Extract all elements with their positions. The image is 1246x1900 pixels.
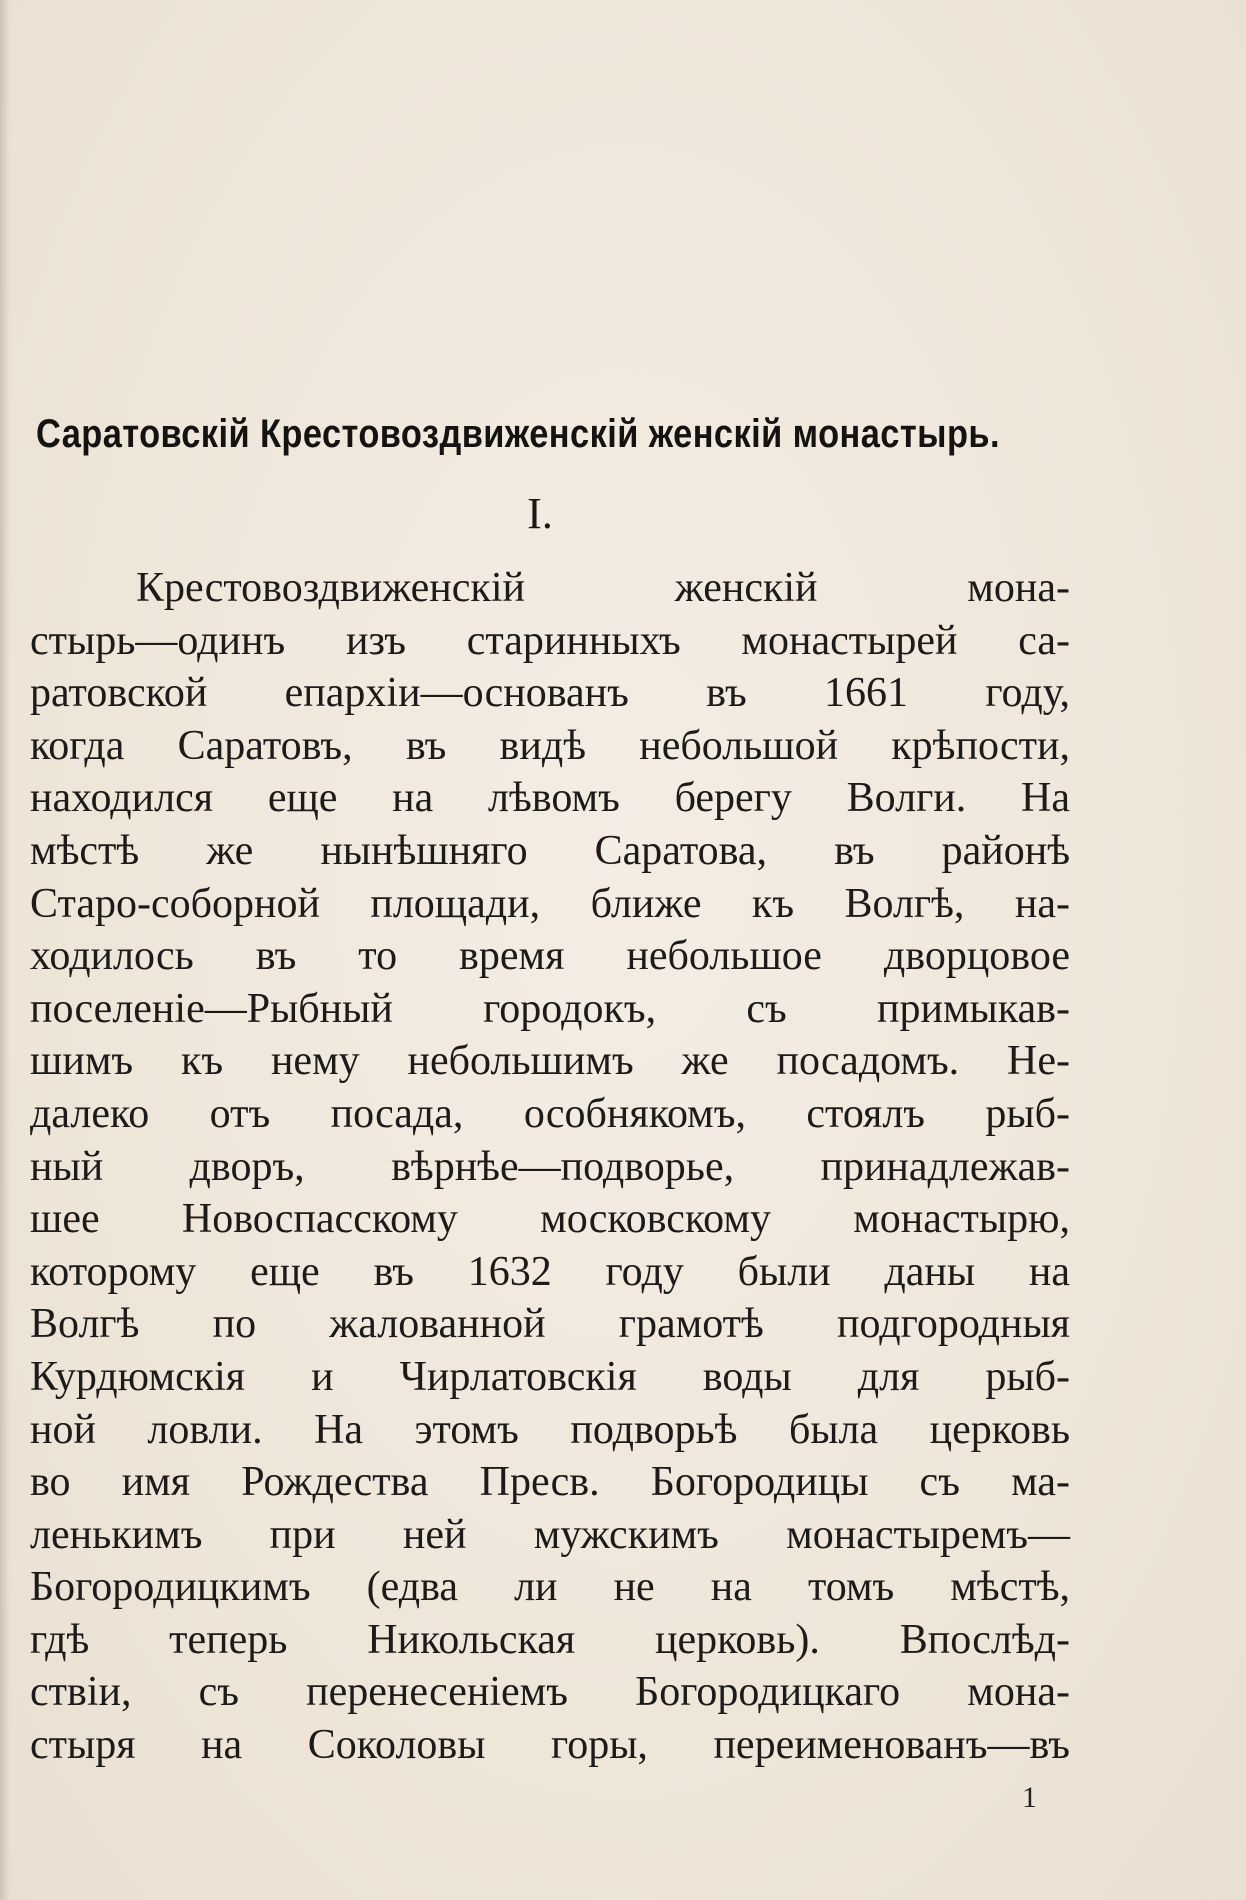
text-line: поселеніе—Рыбный городокъ, съ примыкав- [30, 985, 1070, 1032]
text-line: стырь—одинъ изъ старинныхъ монастырей са- [30, 617, 1070, 664]
text-line: ной ловли. На этомъ подворьѣ была церковь [30, 1406, 1070, 1453]
text-line: Старо-соборной площади, ближе къ Волгѣ, на- [30, 880, 1070, 927]
text-line: ратовской епархіи—основанъ въ 1661 году, [30, 670, 1070, 717]
text-line: далеко отъ посада, особнякомъ, стоялъ рыб- [30, 1090, 1070, 1137]
text-line: шимъ къ нему небольшимъ же посадомъ. Не- [30, 1038, 1070, 1085]
spine-shadow [0, 0, 10, 1900]
text-line: находился еще на лѣвомъ берегу Волги. На [30, 775, 1070, 822]
text-line: ходилось въ то время небольшое дворцовое [30, 933, 1070, 980]
text-line: Курдюмскія и Чирлатовскія воды для рыб- [30, 1353, 1070, 1400]
text-line: во имя Рождества Пресв. Богородицы съ ма- [30, 1459, 1070, 1506]
text-line: которому еще въ 1632 году были даны на [30, 1248, 1070, 1295]
text-line: Богородицкимъ (едва ли не на томъ мѣстѣ, [30, 1564, 1070, 1611]
text-line: Крестовоздвиженскій женскій мона- [136, 565, 1070, 611]
body-paragraph [30, 562, 1070, 1772]
text-line: мѣстѣ же нынѣшняго Саратова, въ районѣ [30, 827, 1070, 874]
text-line: шее Новоспасскому московскому монастырю, [30, 1196, 1070, 1243]
text-line: стыря на Соколовы горы, переименованъ—въ [30, 1722, 1070, 1769]
page-number: 1 [1022, 1781, 1037, 1814]
section-number: I. [527, 489, 553, 538]
chapter-heading: Саратовскій Крестовоздвиженскій женскій монастырь. [36, 412, 1000, 456]
text-line: ствіи, съ перенесеніемъ Богородицкаго мона- [30, 1669, 1070, 1716]
text-line: ленькимъ при ней мужскимъ монастыремъ— [30, 1511, 1070, 1558]
text-line: когда Саратовъ, въ видѣ небольшой крѣпости, [30, 722, 1070, 769]
text-line: ный дворъ, вѣрнѣе—подворье, принадлежав- [30, 1143, 1070, 1190]
text-line: Волгѣ по жалованной грамотѣ подгородныя [30, 1301, 1070, 1348]
text-line: гдѣ теперь Никольская церковь). Впослѣд- [30, 1616, 1070, 1663]
